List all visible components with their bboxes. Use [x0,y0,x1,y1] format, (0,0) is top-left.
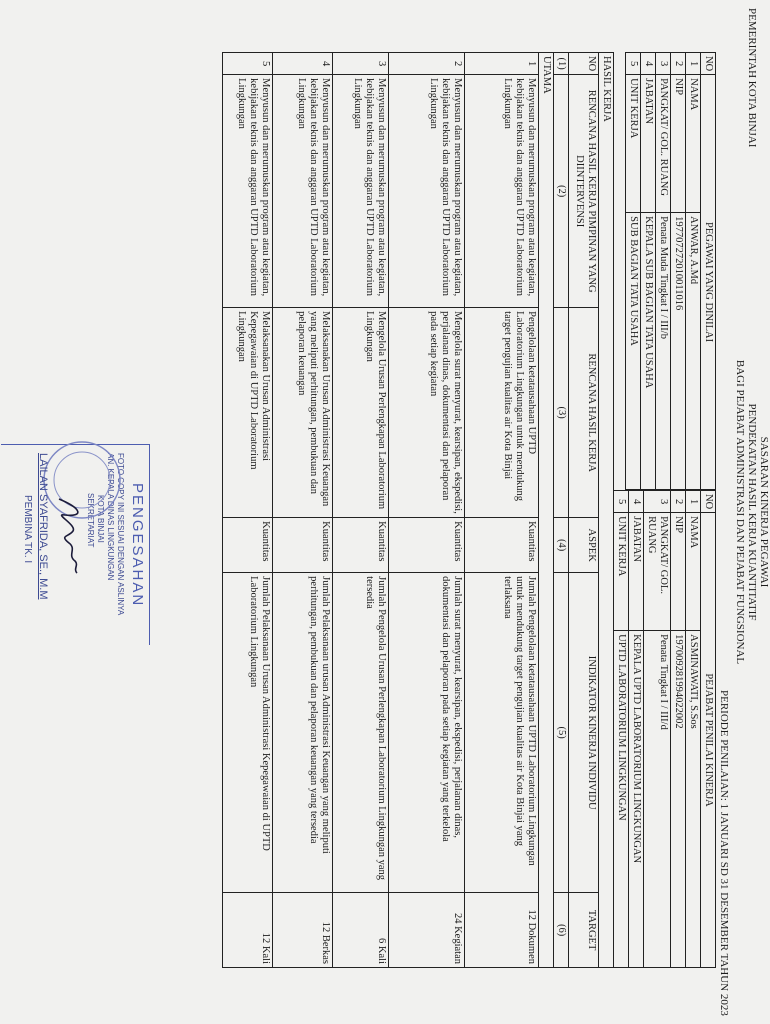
field-label: UNIT KERJA [626,75,641,213]
column-number: (5) [554,573,569,893]
pegawai-rank: Penata Muda Tingkat I / III/b [656,213,671,490]
pegawai-name: ANWAR, A.Md [686,213,701,490]
stamp-line-3: KOTA BINJAI [96,495,105,543]
penilai-unit: UPTD LABORATORIUM LINGKUNGAN [614,631,629,968]
table-row [223,53,273,968]
rhk: Pengelolaan ketatausahaan UPTD Laboratorium Lingkungan untuk mendukung target pengujian kualitas air Kota Binjai [465,308,539,518]
row-no: 4 [629,491,644,513]
row-no: 5 [614,491,629,513]
table-row [273,53,333,968]
org-name: PEMERINTAH KOTA BINJAI [746,8,758,148]
rhk-pimpinan: Menyusun dan merumuskan program atau kegiatan, kebijakan teknis dan anggaran UPTD Laboratorium Lingkungan [389,75,465,308]
column-header-rhk: RENCANA HASIL KERJA [569,308,599,518]
stamp-signer-name: LAILAN SYAFRIDA, SE., M.M [37,453,49,600]
aspek: Kuantitas [333,518,389,573]
column-header-target: TARGET [569,893,599,968]
row-no: 1 [465,53,539,75]
column-number: (2) [554,75,569,308]
field-label: JABATAN [641,75,656,213]
row-no: 3 [644,491,671,513]
column-number: (6) [554,893,569,968]
row-no: 2 [389,53,465,75]
row-no: 1 [686,491,701,513]
aspek: Kuantitas [223,518,273,573]
pegawai-unit: SUB BAGIAN TATA USAHA [626,213,641,490]
utama-label: UTAMA [539,53,554,968]
field-label: JABATAN [629,513,644,631]
target: 12 Kali [223,893,273,968]
aspek: Kuantitas [389,518,465,573]
field-label: UNIT KERJA [614,513,629,631]
column-header-aspek: ASPEK [569,518,599,573]
column-number: (1) [554,53,569,75]
hasil-kerja-table [222,52,614,968]
indikator: Jumlah Pelaksanaan Urusan Administrasi Kepegawaian di UPTD Laboratorium Lingkungan [223,573,273,893]
rhk: Melaksanakan Urusan Administrasi Kepegawaian di UPTD Laboratorium Lingkungan [223,308,273,518]
penilai-nip: 197009281994022002 [671,631,686,968]
indikator: Jumlah Pengelola Urusan Perlengkapan Laboratorium Lingkungan yang tersedia [333,573,389,893]
target: 12 Dokumen [465,893,539,968]
penilai-no-header: NO [701,491,716,513]
pegawai-no-header: NO [701,53,716,75]
signature-icon [51,495,87,575]
stamp-title: PENGESAHAN [129,483,146,608]
stamp-line-4: SEKRETARIAT [86,493,95,548]
target: 24 Kegiatan [389,893,465,968]
penilai-name: ASMINAWATI, S.Sos [686,631,701,968]
field-label: PANGKAT/ GOL. RUANG [656,75,671,213]
rhk: Mengelola surat menyurat, kearsipan, ekspedisi, perjalanan dinas, dokumentasi dan pelaporan pada setiap kegiatan [389,308,465,518]
table-row [333,53,389,968]
table-row [389,53,465,968]
indikator: Jumlah Pelaksanaan urusan Administrasi Keuangan yang meliputi perhitungan, pembukuan dan pelaporan keuangan yang tersedia [273,573,333,893]
target: 12 Berkas [273,893,333,968]
field-label: NIP [671,75,686,213]
document-subtitle-2: BAGI PEJABAT ADMINISTRASI DAN PEJABAT FUNGSIONAL [734,359,746,665]
rhk-pimpinan: Menyusun dan merumuskan program atau kegiatan, kebijakan teknis dan anggaran UPTD Laboratorium Lingkungan [465,75,539,308]
hasil-kerja-section-label: HASIL KERJA [599,53,614,968]
rhk-pimpinan: Menyusun dan merumuskan program atau kegiatan, kebijakan teknis dan anggaran UPTD Laboratorium Lingkungan [223,75,273,308]
pegawai-nip: 197707272010011016 [671,213,686,490]
indikator: Jumlah surat menyurat, kearsipan, ekspedisi, perjalanan dinas, dokumentasi dan pelaporan pada setiap kegiatan yang terkelola [389,573,465,893]
penilai-rank: Penata Tingkat I / III/d [644,631,671,968]
stamp-line-2: AN. KEPALA DINAS LINGKUNGAN [106,453,115,581]
column-header-rhk-pimpinan: RENCANA HASIL KERJA PIMPINAN YANG DIINTERVENSI [569,75,599,308]
row-no: 2 [671,491,686,513]
pegawai-table [625,52,716,490]
stamp-signer-rank: PEMBINA TK. I [22,495,33,564]
penilai-section-title: PEJABAT PENILAI KINERJA [701,513,716,968]
pengesahan-stamp [1,444,150,645]
pegawai-position: KEPALA SUB BAGIAN TATA USAHA [641,213,656,490]
column-header-indikator: INDIKATOR KINERJA INDIVIDU [569,573,599,893]
field-label: NAMA [686,75,701,213]
field-label: PANGKAT/ GOL. RUANG [644,513,671,631]
row-no: 4 [273,53,333,75]
rhk-pimpinan: Menyusun dan merumuskan program atau kegiatan, kebijakan teknis dan anggaran UPTD Laboratorium Lingkungan [273,75,333,308]
document-title: SASARAN KINERJA PEGAWAI [758,436,770,588]
penilai-position: KEPALA UPTD LABORATORIUM LINGKUNGAN [629,631,644,968]
column-header-no: NO [569,53,599,75]
field-label: NAMA [686,513,701,631]
target: 6 Kali [333,893,389,968]
pegawai-section-title: PEGAWAI YANG DINILAI [701,75,716,490]
rhk: Melaksanakan Urusan Administrasi Keuangan yang meliputi perhitungan, pembukuan dan pelaporan keuangan [273,308,333,518]
row-no: 5 [626,53,641,75]
row-no: 3 [333,53,389,75]
row-no: 5 [223,53,273,75]
penilai-table [613,490,716,968]
stamp-line-1: FOTO COPY INI SESUAI DENGAN ASLINYA [116,453,125,616]
document-subtitle: PENDEKATAN HASIL KERJA KUANTITATIF [746,403,758,621]
aspek: Kuantitas [273,518,333,573]
assessment-period: PERIODE PENILAIAN: 1 JANUARI SD 31 DESEMBER TAHUN 2023 [718,690,730,1016]
indikator: Jumlah Pengelolaan ketatausahaan UPTD Laboratorium Lingkungan untuk mendukung target pengujian kualitas air Kota Binjai yang terlaksana [465,573,539,893]
table-row [465,53,539,968]
rhk-pimpinan: Menyusun dan merumuskan program atau kegiatan, kebijakan teknis dan anggaran UPTD Laboratorium Lingkungan [333,75,389,308]
rhk: Mengelola Urusan Perlengkapan Laboratorium Lingkungan [333,308,389,518]
row-no: 1 [686,53,701,75]
row-no: 3 [656,53,671,75]
column-number: (3) [554,308,569,518]
row-no: 2 [671,53,686,75]
column-number: (4) [554,518,569,573]
row-no: 4 [641,53,656,75]
aspek: Kuantitas [465,518,539,573]
field-label: NIP [671,513,686,631]
